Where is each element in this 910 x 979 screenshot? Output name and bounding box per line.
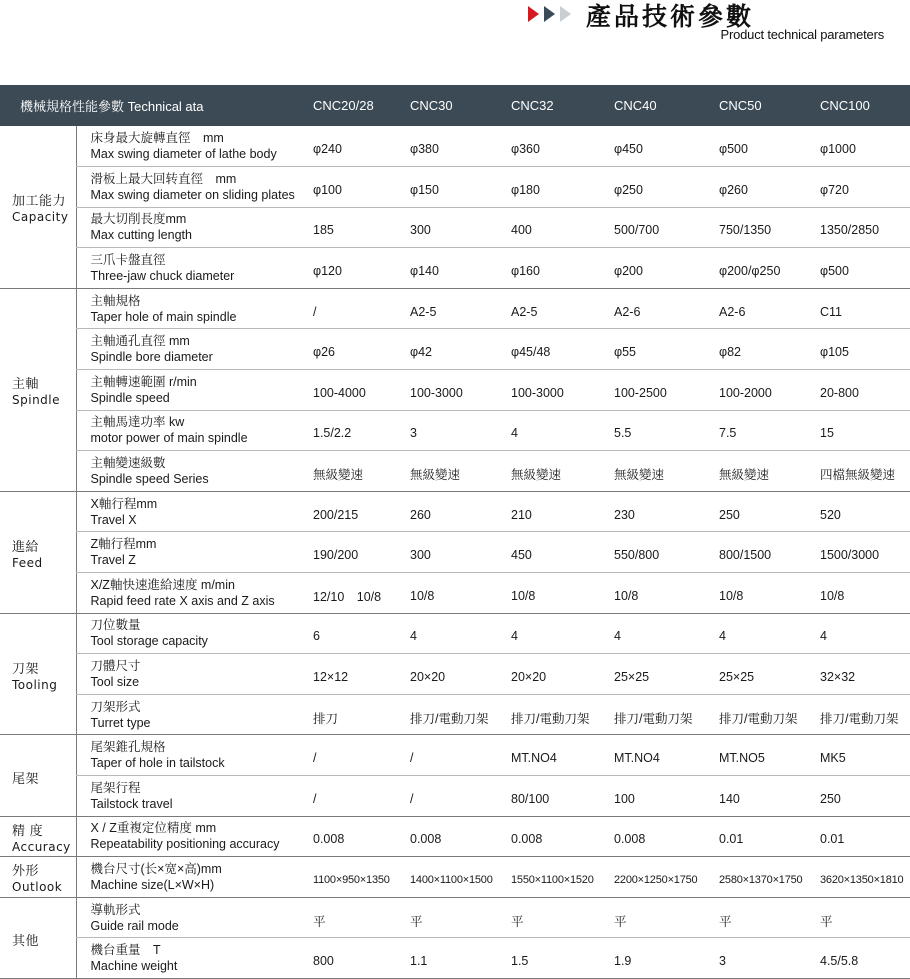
value-cell: 0.008	[313, 816, 410, 857]
parameter-cell	[76, 329, 313, 370]
table-row	[0, 735, 910, 776]
parameter-label-en: motor power of main spindle	[90, 431, 248, 446]
parameter-label-en: Turret type	[90, 715, 151, 730]
value-cell: 2200×1250×1750	[614, 857, 719, 898]
parameter-label-en: Max cutting length	[90, 228, 192, 243]
table-row	[0, 694, 910, 735]
value-cell: 1400×1100×1500	[410, 857, 511, 898]
table-row	[0, 776, 910, 817]
value-cell: 3	[410, 410, 511, 451]
category-label-zh: 加工能力	[12, 193, 67, 209]
model-header: CNC40	[614, 98, 657, 113]
model-header: CNC50	[719, 98, 762, 113]
value-cell: 平	[511, 897, 614, 938]
value-cell: 210	[511, 491, 614, 532]
parameter-label-zh: 機台重量 T	[90, 943, 161, 958]
parameter-label-zh: X/Z軸快速進給速度 m/min	[90, 577, 235, 592]
value-cell: φ100	[313, 167, 410, 208]
value-cell: C11	[820, 288, 910, 329]
parameter-cell	[76, 126, 313, 167]
value-cell: 12/10 10/8	[313, 573, 410, 614]
parameter-label-zh: 刀體尺寸	[90, 659, 141, 674]
page-title: 產品技術參數	[586, 2, 755, 31]
value-cell: 12×12	[313, 654, 410, 695]
parameter-label-en: Three-jaw chuck diameter	[90, 269, 235, 284]
category-cell	[0, 491, 76, 613]
parameter-label-en: Machine size(L×W×H)	[90, 877, 215, 892]
value-cell: φ240	[313, 126, 410, 167]
parameter-cell	[76, 248, 313, 289]
parameter-label-en: Travel Z	[90, 553, 136, 568]
value-cell: φ200	[614, 248, 719, 289]
category-label-en: Spindle	[12, 393, 61, 408]
value-cell: 無級變速	[410, 451, 511, 492]
value-cell: φ180	[511, 167, 614, 208]
value-cell: 2580×1370×1750	[719, 857, 820, 898]
table-row	[0, 410, 910, 451]
value-cell: 排刀	[313, 694, 410, 735]
value-cell: 260	[410, 491, 511, 532]
value-cell: 排刀/電動刀架	[614, 694, 719, 735]
value-cell: 0.008	[410, 816, 511, 857]
category-cell	[0, 613, 76, 735]
value-cell: 平	[614, 897, 719, 938]
value-cell: MT.NO5	[719, 735, 820, 776]
parameter-label-zh: 主軸通孔直徑 mm	[90, 334, 190, 349]
model-header: CNC30	[410, 98, 453, 113]
category-cell	[0, 857, 76, 898]
parameter-label-zh: X / Z重複定位精度 mm	[90, 821, 217, 836]
value-cell: 25×25	[719, 654, 820, 695]
value-cell: 1100×950×1350	[313, 857, 410, 898]
parameter-cell	[76, 451, 313, 492]
category-label-zh: 主軸	[12, 376, 40, 392]
table-row	[0, 248, 910, 289]
value-cell: 無級變速	[614, 451, 719, 492]
category-label-zh: 精 度	[12, 822, 44, 838]
value-cell: 100-3000	[511, 370, 614, 411]
value-cell: MT.NO4	[511, 735, 614, 776]
value-cell: 190/200	[313, 532, 410, 573]
value-cell: A2-5	[410, 288, 511, 329]
value-cell: 10/8	[511, 573, 614, 614]
value-cell: φ450	[614, 126, 719, 167]
table-row	[0, 207, 910, 248]
value-cell: 100	[614, 776, 719, 817]
table-row	[0, 897, 910, 938]
category-cell	[0, 288, 76, 491]
value-cell: 1.1	[410, 938, 511, 979]
value-cell: φ45/48	[511, 329, 614, 370]
value-cell: 520	[820, 491, 910, 532]
category-label-en: Tooling	[12, 677, 58, 692]
value-cell: MK5	[820, 735, 910, 776]
value-cell: φ55	[614, 329, 719, 370]
value-cell: 25×25	[614, 654, 719, 695]
parameter-cell	[76, 410, 313, 451]
value-cell: φ500	[820, 248, 910, 289]
table-row	[0, 329, 910, 370]
value-cell: φ42	[410, 329, 511, 370]
category-label-en: Outlook	[12, 880, 63, 895]
value-cell: 無級變速	[511, 451, 614, 492]
value-cell: 0.008	[614, 816, 719, 857]
table-row	[0, 370, 910, 411]
parameter-label-en: Spindle bore diameter	[90, 350, 213, 365]
value-cell: φ250	[614, 167, 719, 208]
value-cell: 3	[719, 938, 820, 979]
value-cell: φ500	[719, 126, 820, 167]
parameter-label-zh: 主軸轉速範圍 r/min	[90, 374, 197, 389]
value-cell: 140	[719, 776, 820, 817]
value-cell: 400	[511, 207, 614, 248]
value-cell: A2-5	[511, 288, 614, 329]
parameter-cell	[76, 857, 313, 898]
value-cell: 平	[410, 897, 511, 938]
parameter-label-zh: 主軸規格	[90, 293, 141, 308]
parameter-cell	[76, 167, 313, 208]
value-cell: 300	[410, 207, 511, 248]
table-row	[0, 654, 910, 695]
category-label-zh: 進給	[12, 538, 40, 554]
table-row	[0, 938, 910, 979]
value-cell: 80/100	[511, 776, 614, 817]
parameter-label-zh: 尾架行程	[90, 780, 141, 795]
category-label-en: Capacity	[12, 210, 69, 225]
parameter-label-zh: 最大切削長度mm	[90, 212, 187, 227]
parameter-label-en: Spindle speed Series	[90, 472, 209, 487]
parameter-label-en: Tool storage capacity	[90, 634, 208, 649]
red-arrow-icon	[528, 6, 539, 22]
parameter-label-en: Tailstock travel	[90, 796, 173, 811]
value-cell: 10/8	[410, 573, 511, 614]
value-cell: 20-800	[820, 370, 910, 411]
table-row	[0, 126, 910, 167]
parameter-cell	[76, 370, 313, 411]
value-cell: 平	[313, 897, 410, 938]
value-cell: 200/215	[313, 491, 410, 532]
parameter-label-zh: 三爪卡盤直徑	[90, 253, 166, 268]
value-cell: 500/700	[614, 207, 719, 248]
value-cell: 20×20	[511, 654, 614, 695]
parameter-label-en: Spindle speed	[90, 390, 170, 405]
category-label-zh: 外形	[12, 863, 40, 879]
value-cell: φ720	[820, 167, 910, 208]
table-header-title: 機械規格性能參數 Technical ata	[20, 99, 204, 114]
value-cell: φ150	[410, 167, 511, 208]
value-cell: 3620×1350×1810	[820, 857, 910, 898]
parameter-cell	[76, 694, 313, 735]
value-cell: φ1000	[820, 126, 910, 167]
category-label-en: Feed	[12, 555, 43, 570]
grey-arrow-icon	[560, 6, 571, 22]
value-cell: /	[313, 288, 410, 329]
value-cell: 10/8	[719, 573, 820, 614]
value-cell: MT.NO4	[614, 735, 719, 776]
page-header	[524, 0, 884, 48]
parameter-label-en: Repeatability positioning accuracy	[90, 837, 280, 852]
table-row	[0, 613, 910, 654]
parameter-label-zh: 機台尺寸(长×宽×高)mm	[90, 861, 222, 876]
parameter-label-en: Max swing diameter of lathe body	[90, 147, 277, 162]
value-cell: A2-6	[614, 288, 719, 329]
parameter-label-zh: 床身最大旋轉直徑 mm	[90, 131, 224, 146]
value-cell: 四檔無級變速	[820, 451, 910, 492]
parameter-cell	[76, 776, 313, 817]
table-body	[0, 126, 910, 978]
value-cell: /	[410, 735, 511, 776]
value-cell: 4	[614, 613, 719, 654]
value-cell: 0.008	[511, 816, 614, 857]
parameter-cell	[76, 654, 313, 695]
parameter-label-zh: 主軸變速級數	[90, 456, 166, 471]
parameter-label-en: Max swing diameter on sliding plates	[90, 187, 295, 202]
value-cell: 1350/2850	[820, 207, 910, 248]
value-cell: A2-6	[719, 288, 820, 329]
value-cell: 10/8	[820, 573, 910, 614]
table-row	[0, 491, 910, 532]
parameter-label-en: Travel X	[90, 512, 137, 527]
parameter-label-zh: 刀架形式	[90, 699, 141, 714]
value-cell: 排刀/電動刀架	[511, 694, 614, 735]
value-cell: φ380	[410, 126, 511, 167]
parameter-label-zh: X軸行程mm	[90, 496, 158, 511]
value-cell: 平	[719, 897, 820, 938]
table-row	[0, 857, 910, 898]
parameter-cell	[76, 491, 313, 532]
value-cell: 6	[313, 613, 410, 654]
value-cell: 100-3000	[410, 370, 511, 411]
category-cell	[0, 897, 76, 978]
parameter-cell	[76, 938, 313, 979]
parameter-cell	[76, 897, 313, 938]
value-cell: 1550×1100×1520	[511, 857, 614, 898]
table-row	[0, 532, 910, 573]
value-cell: φ160	[511, 248, 614, 289]
value-cell: 300	[410, 532, 511, 573]
value-cell: 250	[820, 776, 910, 817]
parameter-label-zh: 主軸馬達功率 kw	[90, 415, 185, 430]
parameter-label-en: Guide rail mode	[90, 918, 179, 933]
value-cell: 4	[719, 613, 820, 654]
page-subtitle: Product technical parameters	[720, 27, 884, 42]
value-cell: 4.5/5.8	[820, 938, 910, 979]
parameter-label-en: Tool size	[90, 675, 140, 690]
value-cell: φ200/φ250	[719, 248, 820, 289]
parameter-cell	[76, 613, 313, 654]
value-cell: 15	[820, 410, 910, 451]
table-row	[0, 167, 910, 208]
value-cell: 4	[511, 410, 614, 451]
value-cell: 1.5	[511, 938, 614, 979]
parameter-label-en: Rapid feed rate X axis and Z axis	[90, 593, 275, 608]
value-cell: 800/1500	[719, 532, 820, 573]
value-cell: 32×32	[820, 654, 910, 695]
value-cell: 7.5	[719, 410, 820, 451]
value-cell: /	[313, 735, 410, 776]
value-cell: 5.5	[614, 410, 719, 451]
parameter-cell	[76, 532, 313, 573]
dark-arrow-icon	[544, 6, 555, 22]
parameter-label-en: Machine weight	[90, 959, 178, 974]
value-cell: φ360	[511, 126, 614, 167]
value-cell: 185	[313, 207, 410, 248]
value-cell: 450	[511, 532, 614, 573]
value-cell: /	[410, 776, 511, 817]
parameter-cell	[76, 207, 313, 248]
category-label-zh: 其他	[12, 932, 40, 948]
value-cell: 230	[614, 491, 719, 532]
parameter-label-zh: 刀位數量	[90, 618, 141, 633]
table-row	[0, 573, 910, 614]
parameter-cell	[76, 573, 313, 614]
value-cell: 4	[820, 613, 910, 654]
model-header: CNC100	[820, 98, 870, 113]
category-label-zh: 尾架	[12, 770, 40, 786]
value-cell: 無級變速	[719, 451, 820, 492]
value-cell: 平	[820, 897, 910, 938]
category-cell	[0, 816, 76, 857]
parameter-cell	[76, 816, 313, 857]
parameter-cell	[76, 288, 313, 329]
value-cell: 250	[719, 491, 820, 532]
value-cell: 0.01	[820, 816, 910, 857]
parameter-label-zh: Z軸行程mm	[90, 537, 157, 552]
parameter-label-en: Taper hole of main spindle	[90, 309, 237, 324]
value-cell: 4	[511, 613, 614, 654]
value-cell: 1.5/2.2	[313, 410, 410, 451]
table-header-row	[0, 85, 910, 126]
parameter-label-zh: 導軌形式	[90, 902, 141, 917]
value-cell: 100-4000	[313, 370, 410, 411]
spec-table	[0, 85, 910, 979]
value-cell: φ82	[719, 329, 820, 370]
value-cell: 排刀/電動刀架	[820, 694, 910, 735]
value-cell: 1.9	[614, 938, 719, 979]
parameter-cell	[76, 735, 313, 776]
value-cell: 20×20	[410, 654, 511, 695]
parameter-label-en: Taper of hole in tailstock	[90, 756, 225, 771]
value-cell: 10/8	[614, 573, 719, 614]
model-header: CNC20/28	[313, 98, 374, 113]
value-cell: 1500/3000	[820, 532, 910, 573]
value-cell: 排刀/電動刀架	[719, 694, 820, 735]
value-cell: φ260	[719, 167, 820, 208]
value-cell: φ120	[313, 248, 410, 289]
category-cell	[0, 735, 76, 816]
value-cell: 無級變速	[313, 451, 410, 492]
table-row	[0, 288, 910, 329]
category-cell	[0, 126, 76, 288]
value-cell: φ26	[313, 329, 410, 370]
value-cell: 100-2000	[719, 370, 820, 411]
value-cell: 0.01	[719, 816, 820, 857]
value-cell: 100-2500	[614, 370, 719, 411]
parameter-label-zh: 滑板上最大回转直徑 mm	[90, 171, 237, 186]
value-cell: 550/800	[614, 532, 719, 573]
arrow-decoration	[524, 6, 584, 22]
category-label-en: Accuracy	[12, 839, 71, 854]
value-cell: 750/1350	[719, 207, 820, 248]
value-cell: 排刀/電動刀架	[410, 694, 511, 735]
table-row	[0, 451, 910, 492]
value-cell: 800	[313, 938, 410, 979]
value-cell: 4	[410, 613, 511, 654]
model-header: CNC32	[511, 98, 554, 113]
category-label-zh: 刀架	[12, 660, 40, 676]
value-cell: φ140	[410, 248, 511, 289]
parameter-label-zh: 尾架錐孔規格	[90, 740, 166, 755]
value-cell: /	[313, 776, 410, 817]
value-cell: φ105	[820, 329, 910, 370]
table-row	[0, 816, 910, 857]
